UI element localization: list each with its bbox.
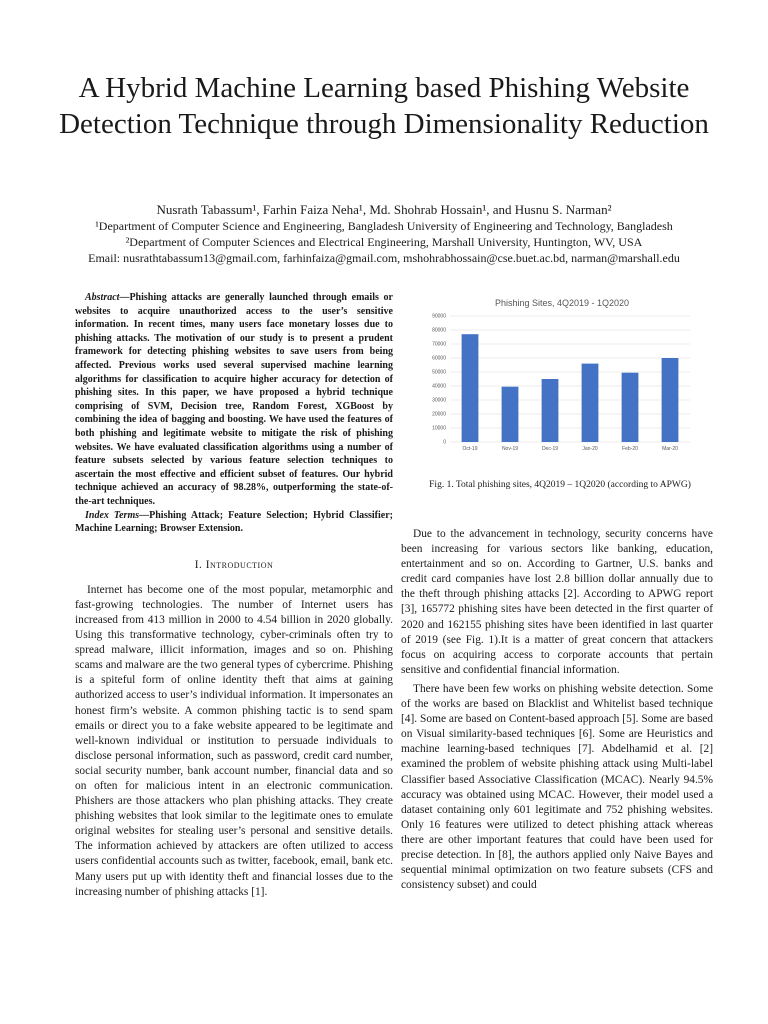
bar <box>662 358 679 442</box>
intro-paragraph-1: Internet has become one of the most popular, metamorphic and fast-growing technologies. The number of Internet users has increased from 413 million in 2000 to 4.54 billion in 2020 globally. Using this transformative technology, cyber-criminals often try to spread malware, illicit information, images and so on. Phishing scams and malware are the two general types of cybercrime. Phishing is a spiteful form of online identity theft that aims at gaining authorized access to user’s individual information. It impersonates an honest firm’s website. A common phishing tactic is to send spam emails or direct you to a fake website appeared to be legitimate and well-known individual or institution to persuade individuals to disclose personal information, such as password, credit card number, social security number, bank account number, financial data and so on often for malicious intent in an electronic communication. Phishers are those attackers who plan phishing attacks. They create phishing websites that look similar to the legitimate ones to emulate original websites for stealing user’s personal and sensitive details. The information achieved by attackers are often utilized to access users confidential accounts such as twitter, facebook, email, bank etc. Many users put up with identity theft and financial losses due to the increasing number of phishing attacks [1]. <box>75 583 393 898</box>
index-terms-text: —Phishing Attack; Feature Selection; Hybrid Classifier; Machine Learning; Browser Extension. <box>75 509 393 535</box>
y-tick-label: 10000 <box>432 425 446 432</box>
y-tick-label: 0 <box>443 439 446 446</box>
phishing-sites-bar-chart <box>420 292 704 462</box>
bar <box>622 373 639 442</box>
author-list: Nusrath Tabassum¹, Farhin Faiza Neha¹, Md. Shohrab Hossain¹, and Husnu S. Narman² <box>156 202 612 217</box>
y-tick-label: 70000 <box>432 341 446 348</box>
intro-paragraph-3: There have been few works on phishing website detection. Some of the works are based on Blacklist and Whitelist based technique [4]. Some are based on Content-based approach [5]. Some are based on Visual similarity-based techniques [6]. Some are Heuristics and machine learning-based techniques [7]. Abdelhamid et al. [2] examined the problem of website phishing attack using Multi-label Classifier based Associative Classification (MCAC). Nearly 94.5% accuracy was obtained using MCAC. However, their model used a dataset containing only 601 legitimate and 752 phishing websites. Only 16 features were utilized to detect phishing attack whereas there are other important features that could have been used for precise detection. In [8], the authors applied only Naive Bayes and sequential minimal optimization on two feature subsets (CFS and consistency subset) and could <box>401 682 713 892</box>
chart-title: Phishing Sites, 4Q2019 - 1Q2020 <box>494 298 630 308</box>
email-line: Email: nusrathtabassum13@gmail.com, farhinfaiza@gmail.com, mshohrabhossain@cse.buet.ac.bd, narman@marshall.edu <box>88 251 680 265</box>
bar <box>502 387 519 442</box>
abstract-text: —Phishing attacks are generally launched through emails or websites to acquire unauthorized access to the user’s sensitive information. In recent times, many users face monetary losses due to phishing attacks. The motivation of our study is to present a prudent framework for detecting phishing websites to save users from being affected. Previous works used several supervised machine learning algorithms for classification to acquire higher accuracy for detection of phishing sites. In this paper, we have proposed a hybrid technique comprising of SVM, Decision tree, Random Forest, XGBoost by combining the idea of bagging and boosting. We have used the features of both phishing and legitimate website to mitigate the risk of phishing websites. We have evaluated classification algorithms using a number of feature subsets selected by various feature selection techniques to ascertain the most effective and efficient subset of features. Our hybrid technique achieved an accuracy of 98.28%, outperforming the state-of-the-art techniques. <box>75 292 393 507</box>
bar <box>462 334 479 442</box>
left-column <box>75 291 393 904</box>
intro-paragraph-2: Due to the advancement in technology, security concerns have been increasing for various sectors like banking, education, entertainment and so on. According to Gartner, U.S. banks and credit card companies have lost 2.8 billion dollar annually due to the theft through phishing attacks [2]. According to APWG report [3], 165772 phishing sites have been detected in the first quarter of 2020 and 162155 phishing sites have been identified in last quarter of 2019 (see Fig. 1).It is a matter of great concern that attackers focus on acquiring access to corporate accounts that pertain sensitive and confidential financial information. <box>401 528 713 676</box>
affiliation-2: ²Department of Computer Sciences and Electrical Engineering, Marshall University, Huntington, WV, USA <box>125 235 643 249</box>
y-tick-label: 30000 <box>432 397 446 404</box>
x-tick-label: Nov-19 <box>501 446 519 452</box>
y-tick-label: 40000 <box>432 383 446 390</box>
index-terms-lead: Index Terms <box>85 509 140 521</box>
x-tick-label: Feb-20 <box>622 446 638 452</box>
bar <box>542 379 559 442</box>
x-tick-label: Dec-19 <box>541 446 559 452</box>
y-tick-label: 50000 <box>432 369 446 376</box>
right-column <box>401 527 713 897</box>
x-tick-label: Oct-19 <box>462 446 478 452</box>
y-tick-label: 60000 <box>432 355 446 362</box>
figure-caption: Fig. 1. Total phishing sites, 4Q2019 – 1Q2020 (according to APWG) <box>429 480 691 490</box>
y-tick-label: 80000 <box>432 327 446 334</box>
y-tick-label: 90000 <box>432 313 446 320</box>
y-tick-label: 20000 <box>432 411 446 418</box>
abstract-lead: Abstract <box>85 292 120 303</box>
affiliation-1: ¹Department of Computer Science and Engineering, Bangladesh University of Engineering and Technology, Bangladesh <box>95 219 673 233</box>
index-terms <box>75 509 393 536</box>
figure-1 <box>420 292 704 462</box>
paper-title: A Hybrid Machine Learning based Phishing Website Detection Technique through Dimensionality Reduction <box>59 72 709 140</box>
abstract <box>75 291 393 509</box>
bar <box>582 364 599 442</box>
x-tick-label: Mar-20 <box>662 446 678 452</box>
section-heading-introduction: I. Introduction <box>194 558 274 571</box>
x-tick-label: Jan-20 <box>582 446 598 452</box>
